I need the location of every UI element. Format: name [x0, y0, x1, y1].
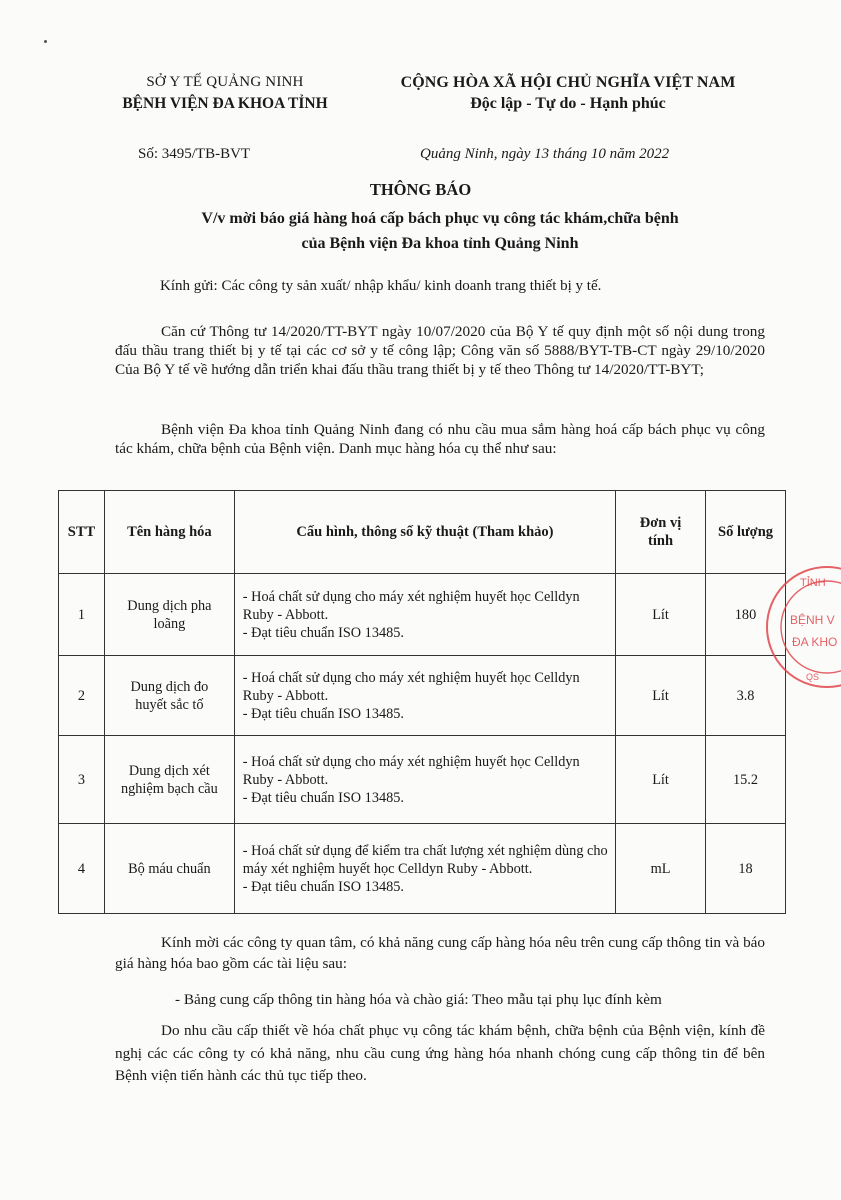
spec-line: - Hoá chất sử dụng cho máy xét nghiệm huyết học Celldyn Ruby - Abbott.: [242, 588, 580, 623]
row-spec: [234, 824, 615, 914]
table-row: [59, 736, 786, 824]
spec-line: - Hoá chất sử dụng cho máy xét nghiệm huyết học Celldyn Ruby - Abbott.: [242, 669, 580, 704]
header-spec: Cấu hình, thông số kỹ thuật (Tham khảo): [234, 491, 615, 574]
spec-line: - Đạt tiêu chuẩn ISO 13485.: [242, 705, 404, 722]
stamp-text-top: TỈNH: [800, 577, 826, 589]
row-stt: 4: [59, 824, 105, 914]
subject-line-2: của Bệnh viện Đa khoa tỉnh Quảng Ninh: [301, 235, 579, 252]
table-row: [59, 824, 786, 914]
row-name: Dung dịch đo huyết sắc tố: [104, 656, 234, 736]
row-qty: 18: [706, 824, 786, 914]
goods-table: [58, 490, 786, 914]
hospital-name: BỆNH VIỆN ĐA KHOA TỈNH: [122, 95, 328, 112]
nation-name: CỘNG HÒA XÃ HỘI CHỦ NGHĨA VIỆT NAM: [400, 74, 736, 91]
header-stt: STT: [59, 491, 105, 574]
row-qty: 180: [706, 574, 786, 656]
spec-line: - Đạt tiêu chuẩn ISO 13485.: [242, 789, 404, 806]
row-stt: 3: [59, 736, 105, 824]
row-spec: [234, 736, 615, 824]
subject-line-1: V/v mời báo giá hàng hoá cấp bách phục vụ công tác khám,chữa bệnh: [201, 210, 679, 227]
required-document-item: - Bảng cung cấp thông tin hàng hóa và chào giá: Theo mẫu tại phụ lục đính kèm: [175, 991, 662, 1008]
row-spec: [234, 574, 615, 656]
stamp-text-mid1: BỆNH V: [790, 613, 835, 627]
row-qty: 3.8: [706, 656, 786, 736]
stamp-text-mid2: ĐA KHO: [792, 635, 838, 649]
row-unit: mL: [616, 824, 706, 914]
stamp-text-bottom: QS: [806, 672, 820, 682]
spec-line: - Hoá chất sử dụng cho máy xét nghiệm huyết học Celldyn Ruby - Abbott.: [242, 753, 580, 788]
document-title: THÔNG BÁO: [369, 180, 472, 199]
national-heading: [378, 72, 758, 114]
place-date: Quảng Ninh, ngày 13 tháng 10 năm 2022: [420, 146, 670, 162]
scan-speck: [44, 40, 47, 43]
row-qty: 15.2: [706, 736, 786, 824]
header-qty: Số lượng: [706, 491, 786, 574]
row-name: Dung dịch xét nghiệm bạch cầu: [104, 736, 234, 824]
invitation-paragraph: Kính mời các công ty quan tâm, có khả năng cung cấp hàng hóa nêu trên cung cấp thông tin và báo giá hàng hóa bao gồm các tài liệu sau:: [115, 934, 765, 972]
row-name: Bộ máu chuẩn: [104, 824, 234, 914]
agency-name: SỞ Y TẾ QUẢNG NINH: [146, 74, 304, 90]
issuer-block: [90, 72, 360, 114]
request-paragraph: Do nhu cầu cấp thiết về hóa chất phục vụ công tác khám bệnh, chữa bệnh của Bệnh viện, kính đề nghị các các công ty có khả năng, nhu cầu cung ứng hàng hóa nhanh chóng cung cấp thông tin để bên Bệnh viện tiến hành các thủ tục tiếp theo.: [115, 1022, 765, 1084]
red-seal-stamp: [762, 562, 841, 692]
row-spec: [234, 656, 615, 736]
spec-line: - Đạt tiêu chuẩn ISO 13485.: [242, 878, 404, 895]
spec-line: - Hoá chất sử dụng để kiểm tra chất lượng xét nghiệm dùng cho máy xét nghiệm huyết học Celldyn Ruby - Abbott.: [242, 842, 608, 877]
table-row: [59, 656, 786, 736]
document-subject: [120, 206, 760, 256]
header-name: Tên hàng hóa: [104, 491, 234, 574]
header-unit: Đơn vị tính: [616, 491, 706, 574]
purpose-paragraph: Bệnh viện Đa khoa tỉnh Quảng Ninh đang có nhu cầu mua sắm hàng hoá cấp bách phục vụ công tác khám, chữa bệnh của Bệnh viện. Danh mục hàng hóa cụ thể như sau:: [115, 421, 765, 457]
table-header-row: [59, 491, 786, 574]
row-stt: 2: [59, 656, 105, 736]
national-motto: Độc lập - Tự do - Hạnh phúc: [470, 95, 666, 112]
row-stt: 1: [59, 574, 105, 656]
legal-basis-paragraph: Căn cứ Thông tư 14/2020/TT-BYT ngày 10/07/2020 của Bộ Y tế quy định một số nội dung trong đấu thầu trang thiết bị y tế tại các cơ sở y tế công lập; Công văn số 5888/BYT-TB-CT ngày 29/10/2020 Của Bộ Y tế về hướng dẫn triển khai đấu thầu trang thiết bị y tế theo Thông tư 14/2020/TT-BYT;: [115, 323, 765, 378]
table-row: [59, 574, 786, 656]
row-unit: Lít: [616, 736, 706, 824]
document-number: Số: 3495/TB-BVT: [138, 146, 251, 162]
recipient-line: Kính gửi: Các công ty sản xuất/ nhập khẩu/ kinh doanh trang thiết bị y tế.: [160, 278, 602, 294]
row-unit: Lít: [616, 574, 706, 656]
row-unit: Lít: [616, 656, 706, 736]
spec-line: - Đạt tiêu chuẩn ISO 13485.: [242, 624, 404, 641]
row-name: Dung dịch pha loãng: [104, 574, 234, 656]
